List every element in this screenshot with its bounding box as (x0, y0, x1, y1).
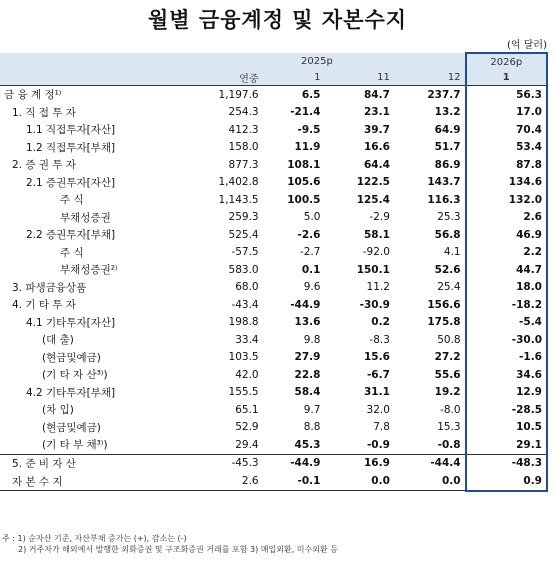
table-cell: -44.9 (263, 454, 325, 472)
table-cell: 51.7 (434, 141, 461, 154)
table-cell: 143.7 (427, 176, 461, 189)
table-cell: 18.0 (466, 279, 547, 297)
table-cell: 27.2 (434, 351, 461, 364)
table-cell: 8.8 (303, 421, 321, 434)
table-cell: -21.4 (290, 106, 321, 119)
table-cell: 237.7 (394, 86, 466, 104)
header-col-month: 11 (324, 70, 393, 86)
table-cell: 65.1 (235, 403, 259, 416)
table-cell: 70.4 (466, 121, 547, 139)
table-cell: -57.5 (231, 246, 259, 259)
table-cell: 86.9 (434, 158, 461, 171)
row-label: (현금및예금) (42, 421, 101, 434)
table-row (0, 244, 547, 262)
table-cell: 158.0 (228, 141, 259, 154)
table-cell: -44.4 (394, 454, 466, 472)
footnote: 2) 거주자가 해외에서 발행한 외화증권 및 구조화증권 거래를 포함 3) 매입외환, 미수외환 등 (18, 545, 338, 554)
table-cell: 56.8 (434, 228, 461, 241)
table-cell: 0.1 (301, 263, 321, 276)
table-cell: 34.6 (466, 366, 547, 384)
table-cell: -30.0 (466, 331, 547, 349)
footnote: 주 : 1) 순자산 기준, 자산부채 증가는 (+), 감소는 (-) (2, 534, 187, 543)
row-label: (기 타 자 산³⁾) (42, 369, 108, 382)
table-cell: -6.7 (366, 368, 390, 381)
table-cell: 13.2 (434, 106, 461, 119)
table-row (0, 331, 547, 349)
row-label: 2.1 증권투자[자산] (26, 176, 116, 189)
table-cell: 150.1 (356, 263, 390, 276)
table-row (0, 156, 547, 174)
table-row (0, 419, 547, 437)
table-row (0, 174, 547, 192)
row-label: 주 식 (60, 246, 84, 259)
table-cell: 15.3 (437, 421, 461, 434)
table-cell: 175.8 (427, 316, 461, 329)
table-cell: -92.0 (362, 246, 390, 259)
header-year-prev: 2025p (169, 53, 465, 70)
table-cell: 12.9 (466, 384, 547, 402)
table-cell: 29.1 (466, 436, 547, 454)
unit-label: (억 달러) (507, 40, 547, 51)
table-cell: 16.9 (324, 454, 393, 472)
table-cell: 122.5 (356, 176, 390, 189)
table-cell: 1,197.6 (169, 86, 262, 104)
table-cell: 52.6 (434, 263, 461, 276)
table-cell: 42.0 (235, 368, 259, 381)
table-cell: 9.6 (303, 281, 321, 294)
table-cell: 1,143.5 (218, 193, 259, 206)
table-row (0, 209, 547, 227)
row-label: 1.2 직접투자[부채] (26, 141, 116, 154)
table-cell: 6.5 (263, 86, 325, 104)
table-cell: 44.7 (466, 261, 547, 279)
table-cell: -2.6 (297, 228, 321, 241)
table-row (0, 314, 547, 332)
header-col-month: 1 (466, 70, 547, 86)
table-cell: 56.3 (466, 86, 547, 104)
table-cell: -0.8 (437, 438, 461, 451)
row-label: 4. 기 타 투 자 (12, 299, 76, 312)
table-row (0, 121, 547, 139)
row-label: 4.2 기타투자[부채] (26, 386, 116, 399)
row-label: 부채성증권 (60, 211, 111, 224)
table-cell: 156.6 (427, 298, 461, 311)
table-row (0, 472, 547, 491)
table-row (0, 191, 547, 209)
table-cell: -5.4 (466, 314, 547, 332)
table-cell: 103.5 (228, 351, 259, 364)
footnotes (2, 533, 338, 555)
row-label: 주 식 (60, 194, 84, 207)
page-title: 월별 금융계정 및 자본수지 (147, 8, 408, 32)
table-cell: -30.9 (359, 298, 390, 311)
row-label: (대 출) (42, 334, 74, 347)
table-cell: 132.0 (466, 191, 547, 209)
table-cell: 31.1 (363, 386, 390, 399)
table-row (0, 366, 547, 384)
table-row (0, 401, 547, 419)
table-row (0, 384, 547, 402)
table-cell: 4.1 (443, 246, 461, 259)
row-label: 1. 직 접 투 자 (12, 106, 76, 119)
table-cell: 87.8 (466, 156, 547, 174)
table-cell: 58.4 (294, 386, 321, 399)
header-row-months (0, 70, 547, 86)
table-row (0, 436, 547, 454)
table-cell: 84.7 (324, 86, 393, 104)
table-row (0, 139, 547, 157)
table-cell: 64.4 (363, 158, 390, 171)
table-cell: 25.4 (437, 281, 461, 294)
row-label: (차 입) (42, 404, 74, 417)
table-cell: 16.6 (363, 141, 390, 154)
table-cell: 0.9 (466, 472, 547, 491)
row-label: (현금및예금) (42, 351, 101, 364)
table-cell: -48.3 (466, 454, 547, 472)
row-label: 부채성증권²⁾ (60, 264, 118, 277)
table-cell: 52.9 (235, 421, 259, 434)
table-cell: 50.8 (437, 333, 461, 346)
table-cell: -28.5 (466, 401, 547, 419)
table-cell: 33.4 (235, 333, 259, 346)
table-cell: 2.6 (466, 209, 547, 227)
table-row (0, 86, 547, 104)
table-cell: -1.6 (466, 349, 547, 367)
table-row (0, 226, 547, 244)
table-cell: 412.3 (228, 123, 259, 136)
table-cell: 10.5 (466, 419, 547, 437)
table-cell: 68.0 (235, 281, 259, 294)
table-cell: 2.6 (169, 472, 262, 491)
table-cell: -9.5 (297, 123, 321, 136)
table-cell: 108.1 (287, 158, 321, 171)
table-cell: 1,402.8 (218, 176, 259, 189)
table-cell: 23.1 (363, 106, 390, 119)
table-cell: 64.9 (434, 123, 461, 136)
table-cell: 29.4 (235, 438, 259, 451)
table-cell: 11.9 (294, 141, 321, 154)
table-cell: 259.3 (228, 211, 259, 224)
row-label: 1.1 직접투자[자산] (26, 124, 116, 137)
table-cell: -43.4 (231, 298, 259, 311)
table-cell: 5.0 (303, 211, 321, 224)
table-cell: 0.0 (394, 472, 466, 491)
table-row (0, 454, 547, 472)
table-cell: 25.3 (437, 211, 461, 224)
row-label: 금 융 계 정¹⁾ (0, 86, 169, 104)
table-cell: 525.4 (228, 228, 259, 241)
table-cell: 27.9 (294, 351, 321, 364)
row-label: 5. 준 비 자 산 (0, 454, 169, 472)
table-cell: 53.4 (466, 139, 547, 157)
table-cell: 46.9 (466, 226, 547, 244)
table-cell: 11.2 (366, 281, 390, 294)
table-cell: 9.8 (303, 333, 321, 346)
table-cell: 254.3 (228, 106, 259, 119)
row-label: 2. 증 권 투 자 (12, 159, 76, 172)
table-row (0, 349, 547, 367)
row-label: 2.2 증권투자[부채] (26, 229, 116, 242)
table-cell: 105.6 (287, 176, 321, 189)
table-cell: -8.3 (369, 333, 390, 346)
table-cell: 13.6 (294, 316, 321, 329)
table-cell: 116.3 (427, 193, 461, 206)
table-cell: 2.2 (466, 244, 547, 262)
header-col-annual: 연중 (169, 70, 262, 86)
table-cell: 0.0 (324, 472, 393, 491)
table-cell: 198.8 (228, 316, 259, 329)
financial-account-table (0, 52, 548, 492)
table-cell: 19.2 (434, 386, 461, 399)
table-cell: 877.3 (228, 158, 259, 171)
table-row (0, 261, 547, 279)
table-row (0, 296, 547, 314)
row-label: 3. 파생금융상품 (12, 281, 87, 294)
table-cell: 17.0 (466, 104, 547, 122)
table-cell: -2.7 (299, 246, 321, 259)
table-cell: 9.7 (303, 403, 321, 416)
table-cell: -8.0 (440, 403, 461, 416)
table-cell: 32.0 (366, 403, 390, 416)
table-cell: 134.6 (466, 174, 547, 192)
table-cell: -45.3 (169, 454, 262, 472)
table-cell: 55.6 (434, 368, 461, 381)
table-cell: -0.1 (263, 472, 325, 491)
table-cell: 15.6 (363, 351, 390, 364)
row-label: (기 타 부 채³⁾) (42, 439, 108, 452)
row-label: 자 본 수 지 (0, 472, 169, 491)
table-cell: 125.4 (356, 193, 390, 206)
table-row (0, 104, 547, 122)
table-cell: 39.7 (363, 123, 390, 136)
table-cell: 0.2 (371, 316, 390, 329)
table-cell: 583.0 (228, 263, 259, 276)
table-row (0, 279, 547, 297)
header-row-years (0, 53, 547, 70)
header-col-month: 12 (394, 70, 466, 86)
table-cell: 58.1 (363, 228, 390, 241)
table-cell: 155.5 (228, 386, 259, 399)
table-cell: -44.9 (290, 298, 321, 311)
table-cell: -18.2 (466, 296, 547, 314)
table-cell: 22.8 (294, 368, 321, 381)
table-cell: 7.8 (373, 421, 390, 434)
table-cell: 45.3 (294, 438, 321, 451)
table-cell: 100.5 (287, 193, 321, 206)
header-col-month: 1 (263, 70, 325, 86)
row-label: 4.1 기타투자[자산] (26, 316, 116, 329)
table-cell: -2.9 (369, 211, 390, 224)
header-year-new: 2026p (466, 53, 547, 70)
table-cell: -0.9 (366, 438, 390, 451)
